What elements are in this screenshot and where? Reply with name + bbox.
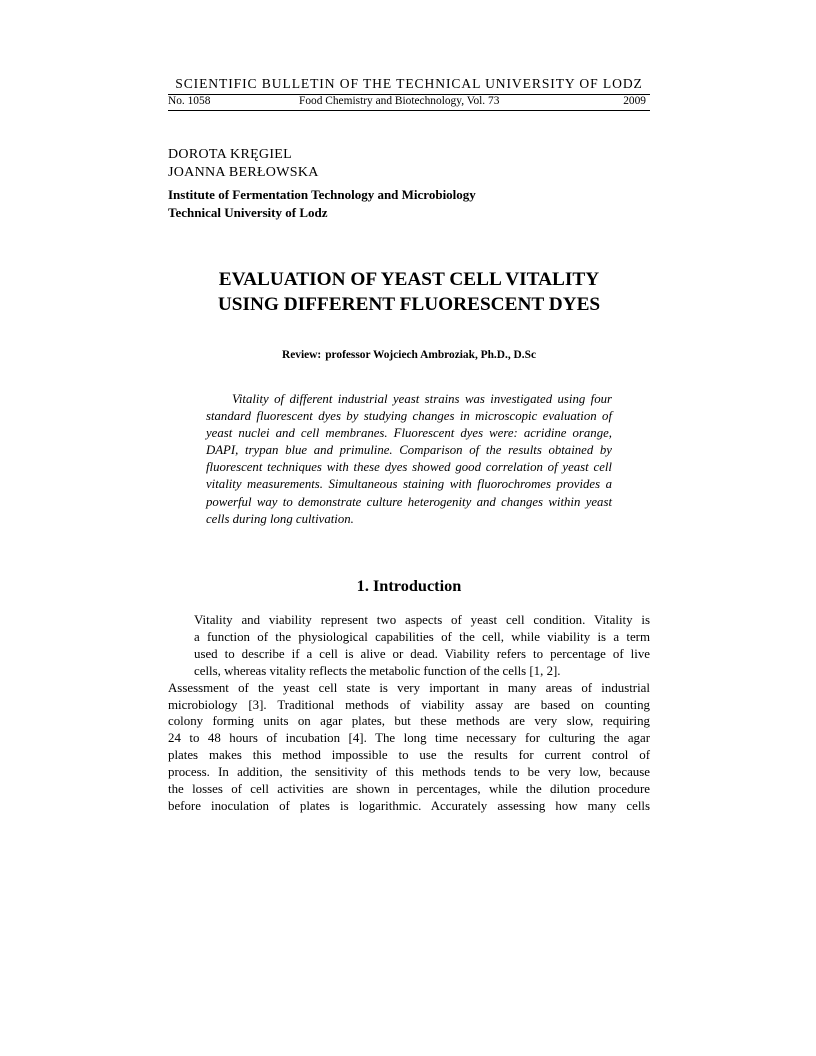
- text-line: before inoculation of plates is logarithmic. Accurately assessing how many cells: [168, 798, 650, 813]
- header-bottom-rule: [168, 110, 650, 111]
- author-list: [168, 146, 319, 182]
- author-name: DOROTA KRĘGIEL: [168, 147, 293, 162]
- reviewer-name: professor Wojciech Ambroziak, Ph.D., D.Sc: [325, 349, 537, 361]
- text-line: used to describe if a cell is alive or dead. Viability refers to percentage of live: [194, 646, 650, 661]
- paragraph: [168, 612, 650, 680]
- text-line: the losses of cell activities are shown in percentages, while the dilution procedure: [168, 782, 650, 797]
- review-line: [168, 349, 650, 361]
- issue-series: Food Chemistry and Biotechnology, Vol. 73: [299, 95, 500, 107]
- author-name: JOANNA BERŁOWSKA: [168, 165, 319, 180]
- affiliation-university: Technical University of Lodz: [168, 204, 328, 220]
- text-line: colony forming units on agar plates, but these methods are very slow, requiring: [168, 714, 650, 729]
- abstract: Vitality of different industrial yeast strains was investigated using four standard fluorescent dyes by studying changes in microscopic evaluation of yeast nuclei and cell membranes. Fluorescent dyes were: acridine orange, DAPI, trypan blue and primuline. Comparison of the results obtained by fluorescent techniques with these dyes showed good correlation of yeast cell vitality measurements. Simultaneous staining with fluorochromes provides a powerful way to demonstrate culture heterogenity and changes within yeast cells during long cultivation.: [206, 392, 612, 526]
- text-line: plates makes this method impossible to use the results for current control of: [168, 748, 650, 763]
- text-line: Vitality and viability represent two aspects of yeast cell condition. Vitality is: [194, 613, 650, 627]
- section-body: [168, 612, 650, 815]
- paragraph: [168, 680, 650, 815]
- text-line: process. In addition, the sensitivity of this methods tends to be very low, because: [168, 765, 650, 780]
- text-line: cells, whereas vitality reflects the metabolic function of the cells [1, 2].: [194, 663, 561, 678]
- issue-number: No. 1058: [168, 95, 211, 107]
- text-line: Assessment of the yeast cell state is very important in many areas of industrial: [168, 680, 650, 695]
- title-line: USING DIFFERENT FLUORESCENT DYES: [217, 293, 601, 315]
- text-line: microbiology [3]. Traditional methods of viability assay are based on counting: [168, 697, 650, 712]
- text-line: 24 to 48 hours of incubation [4]. The long time necessary for culturing the agar: [168, 731, 650, 746]
- section-heading: 1. Introduction: [356, 576, 462, 595]
- review-label: Review:: [281, 349, 322, 361]
- journal-name: SCIENTIFIC BULLETIN OF THE TECHNICAL UNIVERSITY OF LODZ: [175, 76, 643, 91]
- issue-year: 2009: [623, 95, 646, 107]
- affiliation: [168, 186, 476, 221]
- title-line: EVALUATION OF YEAST CELL VITALITY: [218, 269, 600, 290]
- text-line: a function of the physiological capabilities of the cell, while viability is a term: [194, 629, 650, 644]
- affiliation-institute: Institute of Fermentation Technology and Microbiology: [168, 187, 476, 202]
- issue-info: [168, 95, 650, 111]
- paper-title: [168, 268, 650, 317]
